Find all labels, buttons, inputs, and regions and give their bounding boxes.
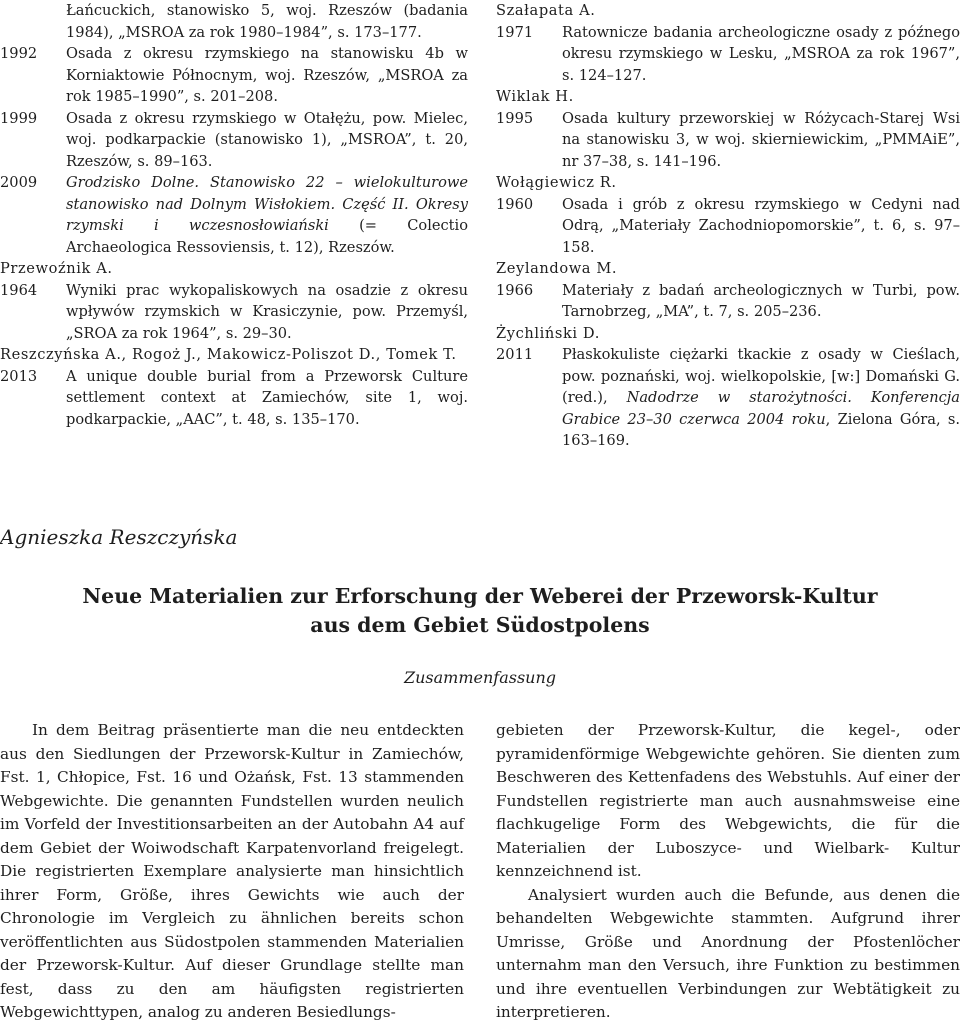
reference-year: 2009: [0, 174, 38, 191]
reference-text-tail: (= Colectio Archaeologica Ressoviensis, t. 12), Rzeszów.: [66, 217, 469, 256]
reference-text: Wyniki prac wykopaliskowych na osadzie z okresu wpływów rzymskich w Krasiczynie, pow. Przemyśl, „SROA za rok 1964”, s. 29–30.: [66, 281, 468, 342]
reference-author: Wołągiewicz R.: [496, 174, 617, 191]
summary-paragraph: Analysiert wurden auch die Befunde, aus denen die behandelten Webgewichte stammten. Aufgrund ihrer Umrisse, Größe und Anordnung der Pfostenlöcher unternahm man den Versuch, ihre Funktion zu bestimmen und ihre eventuellen Verbindungen zur Webtätigkeit zu interpretieren.: [496, 885, 960, 1021]
reference-entry: [496, 194, 960, 259]
reference-year: 2013: [0, 367, 38, 385]
reference-text: Osada z okresu rzymskiego na stanowisku 4b w Korniaktowie Północnym, woj. Rzeszów, „MSROA za rok 1985–1990”, s. 201–208.: [66, 45, 468, 105]
reference-author: Przewoźnik A.: [0, 260, 113, 277]
article-title-line: aus dem Gebiet Südostpolens: [310, 613, 650, 637]
reference-text: [562, 344, 960, 452]
reference-author: Reszczyńska A., Rogoż J., Makowicz-Poliszot D., Tomek T.: [0, 346, 457, 363]
reference-year: 1960: [496, 195, 534, 213]
reference-text: Łańcuckich, stanowisko 5, woj. Rzeszów (badania 1984), „MSROA za rok 1980–1984”, s. 173–177.: [66, 2, 468, 41]
reference-text: Ratownicze badania archeologiczne osady z późnego okresu rzymskiego w Lesku, „MSROA za rok 1967”, s. 124–127.: [562, 23, 960, 84]
reference-text: [66, 172, 468, 258]
reference-entry: [496, 344, 960, 452]
summary-right-column: [496, 719, 960, 1025]
reference-text: Osada z okresu rzymskiego w Otałężu, pow. Mielec, woj. podkarpackie (stanowisko 1), „MSROA”, t. 20, Rzeszów, s. 89–163.: [66, 109, 468, 170]
reference-entry: [0, 366, 468, 431]
references-right-column: [496, 0, 960, 452]
reference-year: 1999: [0, 109, 38, 127]
article-title-line: Neue Materialien zur Erforschung der Weberei der Przeworsk-Kultur: [82, 584, 878, 608]
reference-year: 1964: [0, 281, 38, 299]
reference-entry: [496, 108, 960, 173]
reference-year: 1966: [496, 281, 534, 299]
reference-entry: [0, 43, 468, 108]
section-heading: Zusammenfassung: [403, 668, 557, 687]
reference-entry: [496, 280, 960, 323]
reference-entry: [496, 22, 960, 87]
reference-author: Żychliński D.: [496, 324, 600, 342]
reference-year: 1992: [0, 45, 38, 62]
summary-paragraph: gebieten der Przeworsk-Kultur, die kegel-, oder pyramidenförmige Webgewichte gehören. Sie dienten zum Beschweren des Kettenfadens des Webstuhls. Auf einer der Fundstellen registrierte man auch ausnahmsweise eine flachkugelige Form des Webgewichts, die für die Materialien der Luboszyce- und Wielbark- Kultur kennzeichnend ist.: [496, 721, 960, 880]
reference-entry: [0, 172, 468, 258]
reference-year: 1971: [496, 23, 534, 41]
article-author: Agnieszka Reszczyńska: [0, 525, 238, 549]
reference-text: Osada i grób z okresu rzymskiego w Cedyni nad Odrą, „Materiały Zachodniopomorskie”, t. 6, s. 97–158.: [562, 195, 960, 256]
reference-text: A unique double burial from a Przeworsk Culture settlement context at Zamiechów, site 1, woj. podkarpackie, „AAC”, t. 48, s. 135–170.: [66, 367, 468, 428]
reference-italic-title: Nadodrze w starożytności. Konferencja Grabice 23–30 czerwca 2004 roku: [562, 389, 960, 428]
reference-author: Wiklak H.: [496, 88, 574, 105]
reference-text: Osada kultury przeworskiej w Różycach-Starej Wsi na stanowisku 3, w woj. skierniewickim, „PMMAiE”, nr 37–38, s. 141–196.: [562, 109, 960, 170]
reference-italic-title: Grodzisko Dolne. Stanowisko 22 – wielokulturowe stanowisko nad Dolnym Wisłokiem. Część II. Okresy rzymski i wczesnosłowiański: [66, 174, 468, 234]
reference-entry: [0, 108, 468, 173]
reference-author: Szałapata A.: [496, 2, 596, 19]
summary-paragraph: In dem Beitrag präsentierte man die neu entdeckten aus den Siedlungen der Przeworsk-Kultur in Zamiechów, Fst. 1, Chłopice, Fst. 16 und Ożańsk, Fst. 13 stammenden Webgewichte. Die genannten Fundstellen wurden neulich im Vorfeld der Investitionsarbeiten an der Autobahn A4 auf dem Gebiet der Woiwodschaft Karpatenvorland freigelegt. Die registrierten Exemplare analysierte man hinsichtlich ihrer Form, Größe, ihres Gewichts wie auch der Chronologie im Vergleich zu ähnlichen bereits schon veröffentlichten aus Südostpolen stammenden Materialien der Przeworsk-Kultur. Auf dieser Grundlage stellte man fest, dass zu den am häufigsten registrierten Webgewichttypen, analog zu anderen Besiedlungs-: [0, 721, 464, 1021]
reference-year: 1995: [496, 109, 534, 127]
reference-continuation: [0, 0, 468, 43]
reference-text-tail: , Zielona Góra, s. 163–169.: [562, 410, 960, 449]
reference-author: Zeylandowa M.: [496, 260, 618, 277]
article-title: [0, 582, 960, 640]
reference-text: Materiały z badań archeologicznych w Turbi, pow. Tarnobrzeg, „MA”, t. 7, s. 205–236.: [562, 281, 960, 320]
reference-text-head: Płaskokuliste ciężarki tkackie z osady w Cieślach, pow. poznański, woj. wielkopolskie, [w:] Domański G. (red.),: [562, 346, 960, 406]
reference-entry: [0, 280, 468, 345]
references-left-column: [0, 0, 468, 430]
summary-left-column: [0, 719, 464, 1025]
reference-year: 2011: [496, 346, 534, 363]
